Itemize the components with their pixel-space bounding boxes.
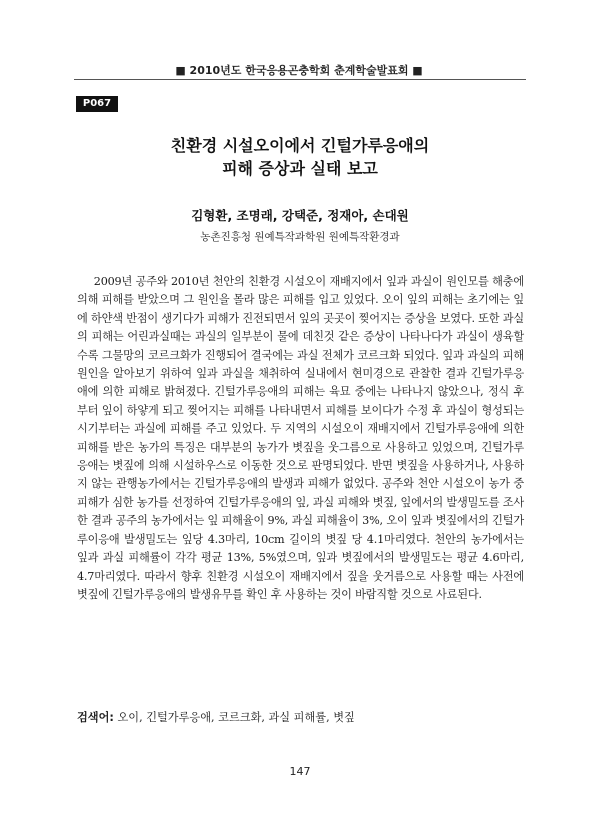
paper-code-badge: P067 bbox=[76, 96, 118, 112]
running-header: ■ 2010년도 한국응용곤충학회 춘계학술발표회 ■ bbox=[175, 64, 423, 77]
title-line-1: 친환경 시설오이에서 긴털가루응애의 bbox=[170, 136, 430, 155]
affiliation: 농촌진흥청 원예특작과학원 원예특작환경과 bbox=[200, 231, 400, 243]
page-number: 147 bbox=[289, 765, 311, 778]
title-line-2: 피해 증상과 실태 보고 bbox=[222, 159, 378, 178]
author-list: 김형환, 조명래, 강택준, 정재아, 손대원 bbox=[191, 208, 409, 223]
keywords-list: 오이, 긴털가루응애, 코르크화, 과실 피해률, 볏짚 bbox=[117, 711, 355, 724]
header-divider bbox=[74, 79, 526, 80]
keywords-label: 검색어: bbox=[77, 711, 114, 724]
abstract-body: 2009년 공주와 2010년 천안의 친환경 시설오이 재배지에서 잎과 과실이 원인모를 해충에 의해 피해를 받았으며 그 원인을 몰라 많은 피해를 입고 있었다. 오이 잎의 피해는 초기에는 잎에 하얀색 반점이 생기다가 피해가 진전되면서 잎의 곳곳이 찢어지는 증상을 보였다. 또한 과실의 피해는 어린과실때는 과실의 일부분이 물에 데친것 같은 증상이 나타나다가 과실이 생육할수록 그물망의 코르크화가 진행되어 결국에는 과실 전체가 코르크화 되었다. 잎과 과실의 피해 원인을 알아보기 위하여 잎과 과실을 채취하여 실내에서 현미경으로 관찰한 결과 긴털가루응애에 의한 피해로 밝혀졌다. 긴털가루응애의 피해는 육묘 중에는 나타나지 않았으나, 정식 후 부터 잎이 하얗게 되고 찢어지는 피해를 나타내면서 피해를 보이다가 수정 후 과실이 형성되는 시기부터는 과실에 피해를 주고 있었다. 두 지역의 시설오이 재배지에서 긴털가루응애에 의한 피해를 받은 농가의 특징은 대부분의 농가가 볏짚을 웃그름으로 사용하고 있었으며, 긴털가루응애는 볏짚에 의해 시설하우스로 이동한 것으로 판명되었다. 반면 볏짚을 사용하거나, 사용하지 않는 관행농가에서는 긴털가루응애의 발생과 피해가 없었다. 공주와 천안 시설오이 농가 중 피해가 심한 농가를 선정하여 긴털가루응애의 잎, 과실 피해와 볏짚, 잎에서의 발생밀도를 조사한 결과 공주의 농가에서는 잎 피해율이 9%, 과실 피해율이 3%, 오이 잎과 볏짚에서의 긴털가루이응애 발생밀도는 잎당 4.3마리, 10cm 길이의 볏짚 당 4.1마리였다. 천안의 농가에서는 잎과 과실 피해률이 각각 평균 13%, 5%였으며, 잎과 볏짚에서의 발생밀도는 평균 4.6마리, 4.7마리였다. 따라서 향후 친환경 시설오이 재배지에서 짚을 웃거름으로 사용할 때는 사전에 볏짚에 긴털가루응애의 발생유무를 확인 후 사용하는 것이 바람직할 것으로 사료된다. bbox=[77, 275, 524, 601]
paper-title bbox=[74, 134, 526, 180]
keywords-line bbox=[77, 709, 524, 725]
